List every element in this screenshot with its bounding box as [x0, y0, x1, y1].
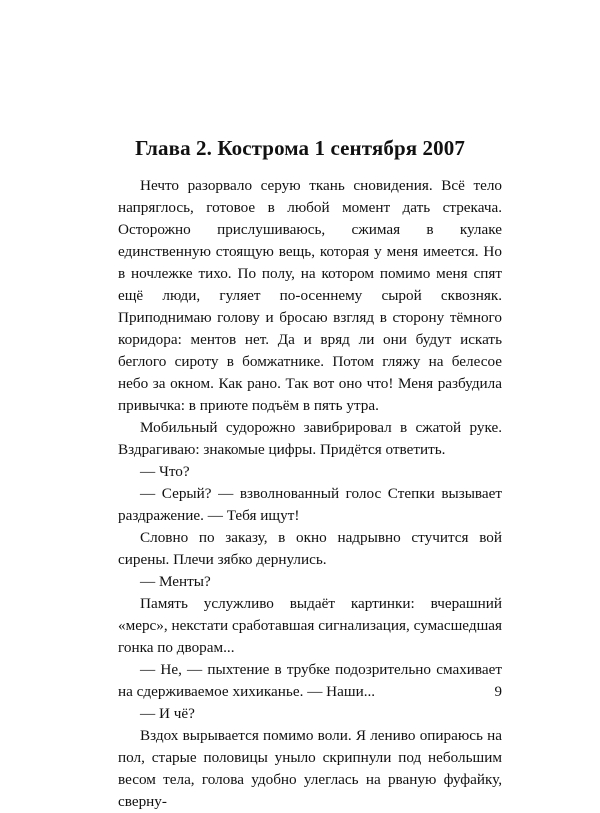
paragraph: Нечто разорвало серую ткань сновидения. Всё тело напряглось, готовое в любой момент дать стрекача. Осторожно прислушиваюсь, сжимая в кулаке единственную стоящую вещь, которая у меня имеется. Но в ночлежке тихо. По полу, на котором помимо меня спят ещё люди, гуляет по-осеннему сырой сквозняк. Приподнимаю голову и бросаю взгляд в сторону тёмного коридора: ментов нет. Да и вряд ли они будут искать беглого сироту в бомжатнике. Потом гляжу на белесое небо за окном. Как рано. Так вот оно что! Меня разбудила привычка: в приюте подъём в пять утра.	[118, 177, 502, 414]
paragraph: — Менты?	[140, 573, 211, 590]
chapter-body	[118, 175, 502, 813]
paragraph: Словно по заказу, в окно надрывно стучится вой сирены. Плечи зябко дернулись.	[118, 529, 502, 568]
paragraph: Память услужливо выдаёт картинки: вчерашний «мерс», некстати сработавшая сигнализация, сумасшедшая гонка по дворам...	[118, 595, 502, 656]
page-number: 9	[494, 684, 502, 700]
chapter-title: Глава 2. Кострома 1 сентября 2007	[135, 136, 465, 160]
paragraph: — Серый? — взволнованный голос Степки вызывает раздражение. — Тебя ищут!	[118, 485, 502, 524]
paragraph: Вздох вырывается помимо воли. Я лениво опираюсь на пол, старые половицы уныло скрипнули под небольшим весом тела, голова удобно улеглась на рваную фуфайку, сверну-	[118, 727, 502, 810]
paragraph: — Что?	[140, 463, 190, 480]
paragraph: Мобильный судорожно завибрировал в сжатой руке. Вздрагиваю: знакомые цифры. Придётся ответить.	[118, 419, 502, 458]
paragraph: — И чё?	[140, 705, 195, 722]
paragraph: — Не, — пыхтение в трубке подозрительно смахивает на сдерживаемое хихиканье. — Наши...	[118, 661, 502, 700]
